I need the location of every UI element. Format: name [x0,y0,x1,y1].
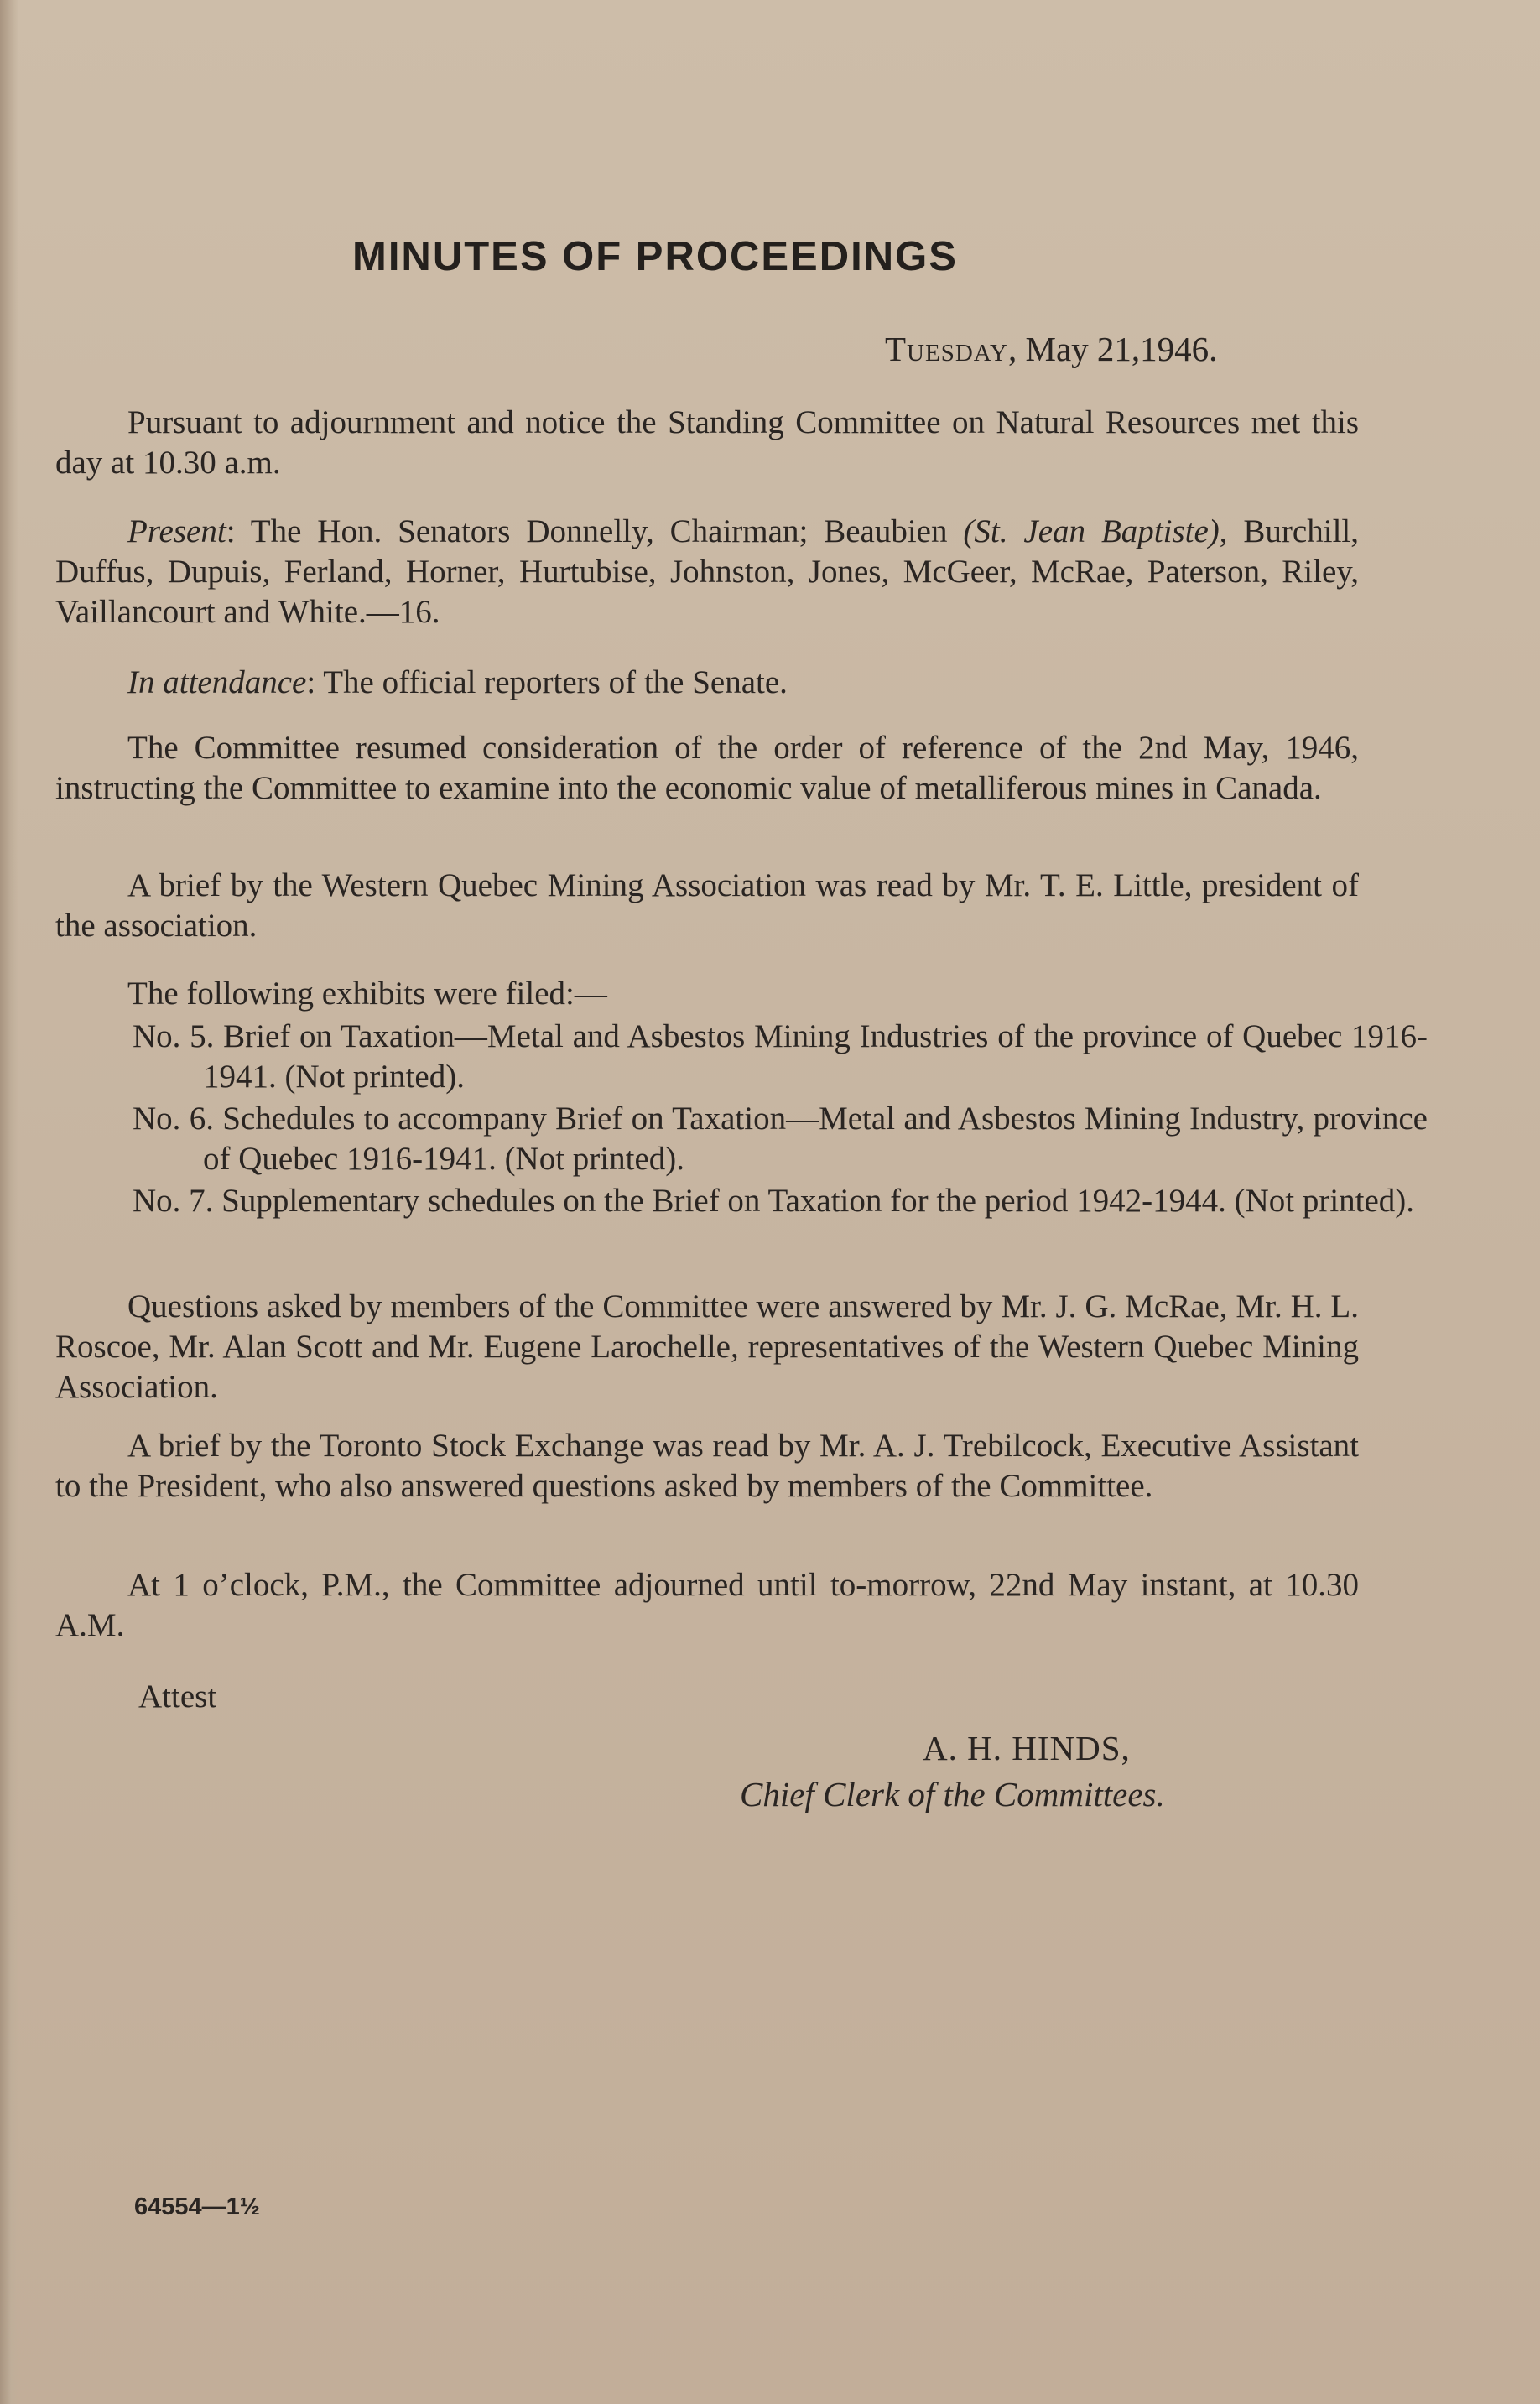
paragraph-attendance [55,663,1359,703]
present-text-a: : The Hon. Senators Donnelly, Chairman; Beaubien [226,513,964,549]
attest-label: Attest [138,1678,217,1715]
present-text-b: , Burchill, Duffus, Dupuis, Ferland, Horner, Hurtubise, Johnston, Jones, McGeer, McRae, Paterson, Riley, Vaillancourt and White.—16. [55,513,1359,630]
paragraph-toronto-brief: A brief by the Toronto Stock Exchange was read by Mr. A. J. Trebilcock, Executive Assistant to the President, who also answered questions asked by members of the Committee. [55,1428,1359,1504]
paragraph-present [55,512,1359,632]
paragraph-western-quebec-brief: A brief by the Western Quebec Mining Association was read by Mr. T. E. Little, president of the association. [55,867,1359,944]
meeting-date [885,329,1217,369]
attendance-label: In attendance [127,664,307,700]
footer-code: 64554—1½ [134,2193,260,2220]
paragraph-adjournment: At 1 o’clock, P.M., the Committee adjourned until to-morrow, 22nd May instant, at 10.30 A.M. [55,1567,1359,1643]
present-paren: (St. Jean Baptiste) [963,513,1220,549]
exhibit-item: No. 5. Brief on Taxation—Metal and Asbestos Mining Industries of the province of Quebec 1916-1941. (Not printed). [133,1018,1428,1095]
attendance-text: : The official reporters of the Senate. [306,664,788,700]
exhibit-item: No. 7. Supplementary schedules on the Brief on Taxation for the period 1942-1944. (Not printed). [133,1183,1415,1219]
page-title: MINUTES OF PROCEEDINGS [352,234,958,279]
date-rest: , May 21,1946. [1008,330,1218,368]
paragraph-adjournment-notice: Pursuant to adjournment and notice the Standing Committee on Natural Resources met this day at 10.30 a.m. [55,404,1359,481]
present-label: Present [127,513,226,549]
date-day: Tuesday [885,330,1008,368]
exhibit-item: No. 6. Schedules to accompany Brief on Taxation—Metal and Asbestos Mining Industry, province of Quebec 1916-1941. (Not printed). [133,1101,1428,1177]
signature-title: Chief Clerk of the Committees. [740,1775,1165,1813]
exhibits-lead: The following exhibits were filed:— [127,976,607,1012]
page-edge-shadow [0,0,18,2404]
signature-name: A. H. HINDS, [923,1729,1131,1767]
paragraph-order-of-reference: The Committee resumed consideration of the order of reference of the 2nd May, 1946, instructing the Committee to examine into the economic value of metalliferous mines in Canada. [55,730,1359,806]
paragraph-questions: Questions asked by members of the Committee were answered by Mr. J. G. McRae, Mr. H. L. Roscoe, Mr. Alan Scott and Mr. Eugene Larochelle, representatives of the Western Quebec Mining Association. [55,1288,1359,1405]
